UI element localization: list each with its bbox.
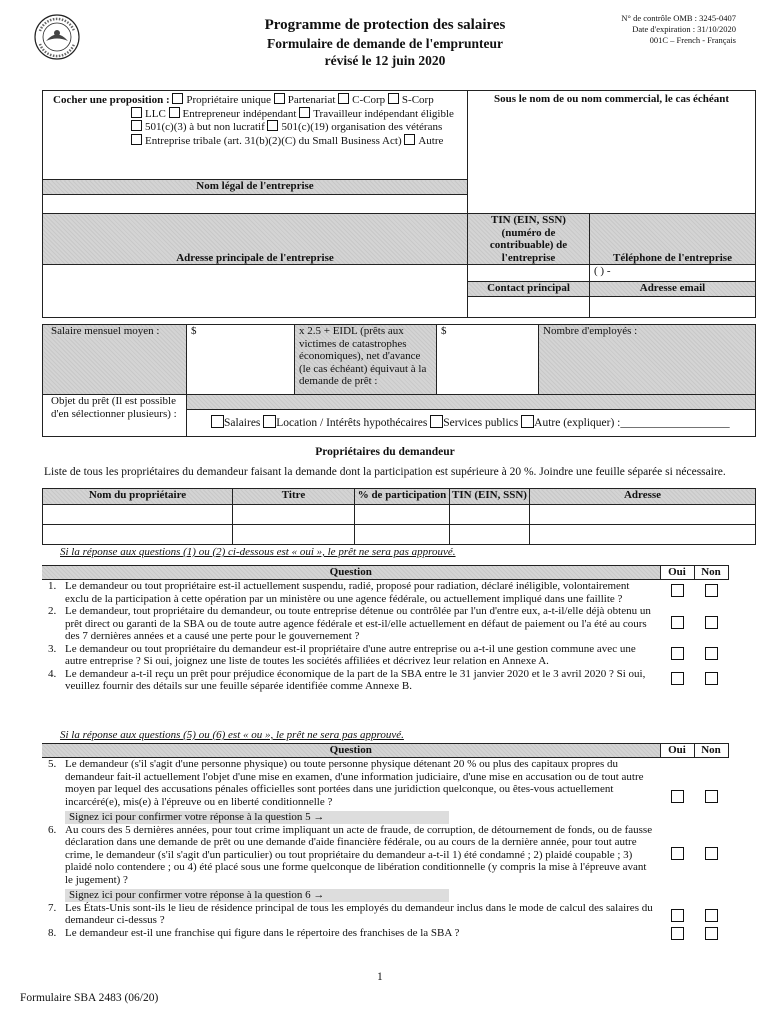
questions-note-1: Si la réponse aux questions (1) ou (2) ci-dessous est « oui », le prêt ne sera pas approuvé. bbox=[60, 546, 456, 558]
dba-label: Sous le nom de ou nom commercial, le cas échéant bbox=[493, 93, 730, 105]
question-6-text: Au cours des 5 dernières années, pour tout crime impliquant un acte de fraude, de corruption, de détournement de fonds, ou de fausse déclaration dans une demande de prêt ou une demande d'aide financière fédérale, ou au cours de la dernière année, pour tout autre crime, le demandeur (s'il s'agit d'un particulier) ou tout propriétaire du demandeur a-t-il 1) été condamné ; 2) plaidé coupable ; 3) plaidé nolo contendere ; ou 4) été placé sous une forme quelconque de libération conditionnelle (y compris la mise à l'épreuve avant le jugement) ? bbox=[65, 823, 653, 886]
email-field[interactable] bbox=[590, 297, 756, 318]
question-5-yes-checkbox[interactable] bbox=[671, 790, 684, 803]
question-6-row: 6. Au cours des 5 dernières années, pour tout crime impliquant un acte de fraude, de corruption, de détournement de fonds, ou de fausse déclaration dans une demande de prêt ou une demande d'aide financière fédérale, ou au cours de la dernière année, pour tout autre crime, le demandeur (s'il s'agit d'un particulier) ou tout propriétaire du demandeur a-t-il 1) été condamné ; 2) plaidé coupable ; 3) plaidé nolo contendere ; ou 4) été placé sous une forme quelconque de libération conditionnelle (y compris la mise à l'épreuve avant le jugement) ? bbox=[42, 824, 728, 887]
page-number: 1 bbox=[377, 971, 383, 983]
checkbox[interactable] bbox=[172, 93, 183, 104]
owner-ownership-field[interactable] bbox=[355, 505, 450, 525]
question-8-text: Le demandeur est-il une franchise qui figure dans le répertoire des franchises de la SBA ? bbox=[65, 926, 460, 939]
form-id-footer: Formulaire SBA 2483 (06/20) bbox=[20, 992, 159, 1004]
checkbox[interactable] bbox=[430, 415, 443, 428]
owners-instructions: Liste de tous les propriétaires du demandeur faisant la demande dont la participation est supérieure à 20 %. Joindre une feuille séparée si nécessaire. bbox=[44, 466, 726, 478]
checkbox[interactable] bbox=[263, 415, 276, 428]
question-2-row: 2. Le demandeur, tout propriétaire du demandeur, ou toute entreprise détenue ou contrôlée par l'un d'entre eux, a-t-il/elle déjà obtenu un prêt direct ou garanti de la SBA ou de toute autre agence fédérale et est-il/elle actuellement en défaut de paiement ou l'a été au cours des 7 dernières années et a causé une perte pour le gouvernement ? bbox=[42, 605, 728, 643]
question-8-no-checkbox[interactable] bbox=[705, 927, 718, 940]
address-field[interactable] bbox=[43, 265, 468, 318]
dba-field[interactable] bbox=[468, 91, 756, 214]
purpose-cell bbox=[187, 395, 756, 437]
owner-address-field[interactable] bbox=[530, 505, 756, 525]
question-6-yes-checkbox[interactable] bbox=[671, 847, 684, 860]
owner-tin-field[interactable] bbox=[450, 505, 530, 525]
owners-col-address: Adresse bbox=[530, 489, 756, 505]
question-6-no-checkbox[interactable] bbox=[705, 847, 718, 860]
owners-col-ownership: % de participation bbox=[355, 489, 450, 505]
purpose-other[interactable]: Autre (expliquer) :___________________ bbox=[521, 417, 729, 429]
purpose-utilities[interactable]: Services publics bbox=[430, 417, 518, 429]
business-info-table bbox=[42, 90, 756, 318]
entity-option-tribal[interactable]: Entreprise tribale (art. 31(b)(2)(C) du Small Business Act) bbox=[131, 135, 402, 147]
question-7-text: Les États-Unis sont-ils le lieu de résidence principal de tous les employés du demandeur inclus dans le mode de calcul des salaires du demandeur ci-dessus ? bbox=[65, 901, 653, 926]
entity-option-other[interactable]: Autre bbox=[404, 135, 443, 147]
checkbox[interactable] bbox=[267, 120, 278, 131]
owner-name-field[interactable] bbox=[43, 525, 233, 545]
checkbox[interactable] bbox=[404, 134, 415, 145]
entity-option-501c19[interactable]: 501(c)(19) organisation des vétérans bbox=[267, 121, 442, 133]
payroll-field[interactable]: $ bbox=[187, 325, 295, 395]
purpose-label: Objet du prêt (Il est possible d'en sélectionner plusieurs) : bbox=[43, 395, 187, 437]
questions-table-1 bbox=[42, 565, 729, 693]
checkbox[interactable] bbox=[131, 120, 142, 131]
form-subtitle: Formulaire de demande de l'emprunteur bbox=[267, 36, 503, 51]
entity-option-sole-prop[interactable]: Propriétaire unique bbox=[172, 94, 271, 106]
owner-ownership-field[interactable] bbox=[355, 525, 450, 545]
owners-col-title: Titre bbox=[233, 489, 355, 505]
entity-option-scorp[interactable]: S-Corp bbox=[388, 94, 434, 106]
question-1-row: 1. Le demandeur ou tout propriétaire est-il actuellement suspendu, radié, proposé pour radiation, déclaré inéligible, volontairement exclu de la participation à cette opération par un ministère ou une agence fédérale, ou actuellement impliqué dans une faillite ? bbox=[42, 580, 728, 606]
legal-name-label: Nom légal de l'entreprise bbox=[43, 180, 468, 195]
entity-option-contractor[interactable]: Entrepreneur indépendant bbox=[169, 108, 297, 120]
question-2-yes-checkbox[interactable] bbox=[671, 616, 684, 629]
question-4-text: Le demandeur a-t-il reçu un prêt pour préjudice économique de la part de la SBA entre le 31 janvier 2020 et le 3 avril 2020 ? Si oui, veuillez fournir des détails sur une feuille séparée identifiée comme Annexe B. bbox=[65, 667, 646, 692]
contact-label: Contact principal bbox=[468, 282, 590, 297]
checkbox[interactable] bbox=[521, 415, 534, 428]
question-6-signature-field[interactable]: Signez ici pour confirmer votre réponse à la question 6 → bbox=[65, 889, 449, 902]
entity-option-partnership[interactable]: Partenariat bbox=[274, 94, 336, 106]
entity-option-llc[interactable]: LLC bbox=[131, 108, 166, 120]
question-5-text: Le demandeur (s'il s'agit d'une personne physique) ou toute personne physique détenant 20 % ou plus des capitaux propres du demandeur fait-il actuellement l'objet d'une mise en examen, d'une information judiciaire, d'une mise en accusation ou de tout autre moyen par lequel des accusations pénales officielles sont portées dans une juridiction quelconque, ou êtes-vous actuellement incarcéré(e), mis(e) à l'épreuve ou en liberté conditionnelle ? bbox=[65, 758, 644, 808]
address-label: Adresse principale de l'entreprise bbox=[43, 214, 468, 265]
owner-name-field[interactable] bbox=[43, 505, 233, 525]
owners-col-tin: TIN (EIN, SSN) bbox=[450, 489, 530, 505]
question-header: Question bbox=[42, 566, 660, 580]
form-title: Programme de protection des salaires bbox=[264, 17, 506, 33]
entity-type-cell bbox=[43, 91, 468, 180]
checkbox[interactable] bbox=[274, 93, 285, 104]
question-5-signature-field[interactable]: Signez ici pour confirmer votre réponse à la question 5 → bbox=[65, 811, 449, 824]
omb-info bbox=[621, 13, 736, 46]
phone-field[interactable]: ( ) - bbox=[590, 265, 756, 282]
checkbox[interactable] bbox=[131, 107, 142, 118]
question-7-row: 7. Les États-Unis sont-ils le lieu de résidence principal de tous les employés du demandeur inclus dans le mode de calcul des salaires du demandeur ci-dessus ? bbox=[42, 902, 728, 927]
multiplier-text: x 2.5 + EIDL (prêts aux victimes de catastrophes économiques), net d'avance (le cas échéant) équivaut à la demande de prêt : bbox=[295, 325, 437, 395]
tin-label: TIN (EIN, SSN)(numéro de contribuable) de l'entreprise bbox=[468, 214, 590, 265]
question-4-no-checkbox[interactable] bbox=[705, 672, 718, 685]
question-3-row: 3. Le demandeur ou tout propriétaire du demandeur est-il propriétaire d'une autre entreprise ou a-t-il une gestion commune avec une autre entreprise ? Si oui, joignez une liste de toutes les sociétés affiliées et décrivez leur relation en Annexe A. bbox=[42, 643, 728, 668]
tin-field[interactable] bbox=[468, 265, 590, 282]
entity-check-label: Cocher une proposition : bbox=[53, 94, 170, 106]
legal-name-field[interactable] bbox=[43, 195, 468, 214]
contact-field[interactable] bbox=[468, 297, 590, 318]
employees-field[interactable] bbox=[539, 325, 756, 395]
no-header: Non bbox=[694, 744, 728, 758]
loan-table bbox=[42, 324, 756, 437]
question-3-text: Le demandeur ou tout propriétaire du demandeur est-il propriétaire d'une autre entreprise ou a-t-il une gestion commune avec une autre entreprise ? Si oui, joignez une liste de toutes les sociétés affiliées et décrivez leur relation en Annexe A. bbox=[65, 642, 636, 667]
entity-option-501c3[interactable]: 501(c)(3) à but non lucratif bbox=[131, 121, 265, 133]
checkbox[interactable] bbox=[131, 134, 142, 145]
question-1-yes-checkbox[interactable] bbox=[671, 584, 684, 597]
question-3-yes-checkbox[interactable] bbox=[671, 647, 684, 660]
owner-tin-field[interactable] bbox=[450, 525, 530, 545]
phone-label: Téléphone de l'entreprise bbox=[590, 214, 756, 265]
employees-label: Nombre d'employés : bbox=[543, 325, 638, 337]
question-2-text: Le demandeur, tout propriétaire du demandeur, ou toute entreprise détenue ou contrôlée par l'un d'entre eux, a-t-il/elle déjà obtenu un prêt direct ou garanti de la SBA ou de toute autre agence fédérale et est-il/elle actuellement en défaut de paiement ou l'a été au cours des 7 dernières années et a causé une perte pour le gouvernement ? bbox=[65, 605, 651, 642]
question-4-row: 4. Le demandeur a-t-il reçu un prêt pour préjudice économique de la part de la SBA entre le 31 janvier 2020 et le 3 avril 2020 ? Si oui, veuillez fournir des détails sur une feuille séparée identifiée comme Annexe B. bbox=[42, 668, 728, 693]
question-header: Question bbox=[42, 744, 660, 758]
question-8-row: 8. Le demandeur est-il une franchise qui figure dans le répertoire des franchises de la SBA ? bbox=[42, 927, 728, 944]
loan-amount-field[interactable]: $ bbox=[437, 325, 539, 395]
form-revision: révisé le 12 juin 2020 bbox=[324, 53, 446, 68]
owner-title-field[interactable] bbox=[233, 505, 355, 525]
owners-title: Propriétaires du demandeur bbox=[315, 446, 455, 458]
form-language-code: 001C – French - Français bbox=[649, 35, 736, 45]
checkbox[interactable] bbox=[388, 93, 399, 104]
question-7-yes-checkbox[interactable] bbox=[671, 909, 684, 922]
owner-title-field[interactable] bbox=[233, 525, 355, 545]
question-7-no-checkbox[interactable] bbox=[705, 909, 718, 922]
checkbox[interactable] bbox=[338, 93, 349, 104]
purpose-rent[interactable]: Location / Intérêts hypothécaires bbox=[263, 417, 427, 429]
question-5-row: 5. Le demandeur (s'il s'agit d'une personne physique) ou toute personne physique détenant 20 % ou plus des capitaux propres du demandeur fait-il actuellement l'objet d'une mise en examen, d'une information judiciaire, d'une mise en accusation ou de tout autre moyen par lequel des accusations pénales officielles sont portées dans une juridiction quelconque, ou êtes-vous actuellement incarcéré(e), mis(e) à l'épreuve ou en liberté conditionnelle ? bbox=[42, 758, 728, 809]
questions-note-2: Si la réponse aux questions (5) ou (6) est « ou », le prêt ne sera pas approuvé. bbox=[60, 729, 404, 741]
entity-option-self-employed[interactable]: Travailleur indépendant éligible bbox=[299, 108, 454, 120]
yes-header: Oui bbox=[660, 744, 694, 758]
checkbox[interactable] bbox=[211, 415, 224, 428]
question-8-yes-checkbox[interactable] bbox=[671, 927, 684, 940]
question-4-yes-checkbox[interactable] bbox=[671, 672, 684, 685]
entity-option-ccorp[interactable]: C-Corp bbox=[338, 94, 385, 106]
omb-expiration: Date d'expiration : 31/10/2020 bbox=[632, 24, 736, 34]
question-2-no-checkbox[interactable] bbox=[705, 616, 718, 629]
question-5-no-checkbox[interactable] bbox=[705, 790, 718, 803]
question-1-text: Le demandeur ou tout propriétaire est-il actuellement suspendu, radié, proposé pour radiation, déclaré inéligible, volontairement exclu de la participation à cette opération par un ministère ou une agence fédérale, ou actuellement impliqué dans une faillite ? bbox=[65, 580, 630, 605]
owners-table bbox=[42, 488, 756, 545]
yes-header: Oui bbox=[660, 566, 694, 580]
checkbox[interactable] bbox=[169, 107, 180, 118]
purpose-payroll[interactable]: Salaires bbox=[211, 417, 260, 429]
sba-seal-icon bbox=[34, 14, 80, 60]
payroll-label: Salaire mensuel moyen : bbox=[43, 325, 187, 395]
no-header: Non bbox=[694, 566, 728, 580]
owners-col-name: Nom du propriétaire bbox=[43, 489, 233, 505]
question-3-no-checkbox[interactable] bbox=[705, 647, 718, 660]
owner-address-field[interactable] bbox=[530, 525, 756, 545]
questions-table-2 bbox=[42, 743, 729, 943]
email-label: Adresse email bbox=[590, 282, 756, 297]
omb-number: N° de contrôle OMB : 3245-0407 bbox=[621, 13, 736, 23]
checkbox[interactable] bbox=[299, 107, 310, 118]
question-1-no-checkbox[interactable] bbox=[705, 584, 718, 597]
